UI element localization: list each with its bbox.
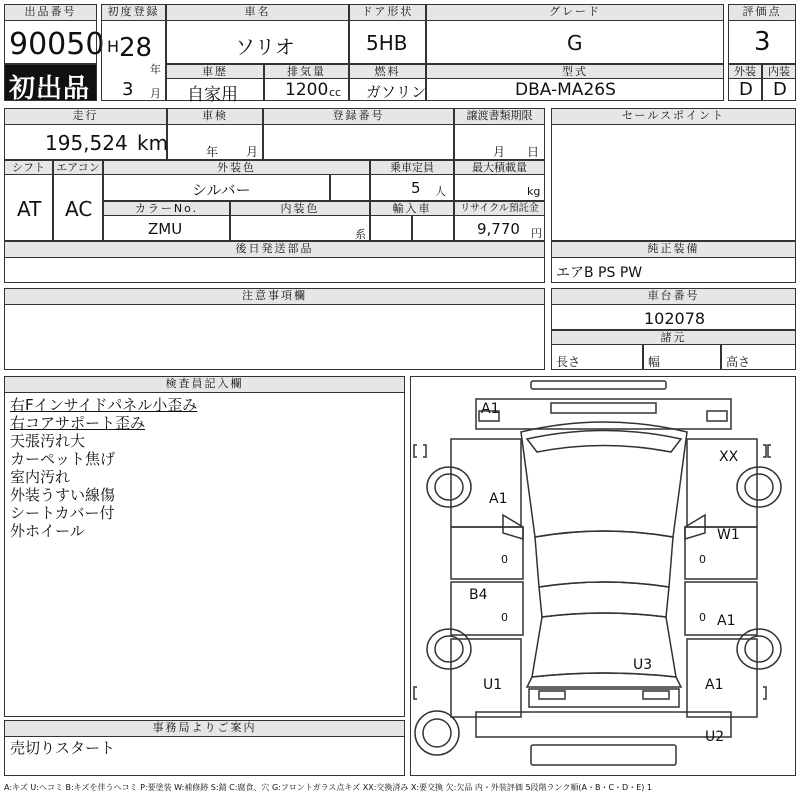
ext-color-extra-cell (330, 174, 370, 201)
kg-unit: kg (527, 185, 541, 198)
displacement-cell (264, 78, 349, 101)
inspector-note: 外装うすい線傷 (10, 486, 116, 504)
aircon: AC (65, 197, 93, 221)
mark-zero: 0 (699, 553, 706, 566)
era: H (107, 37, 120, 56)
interior-header: 内装 (762, 64, 796, 79)
inspector-note: 右コアサポート歪み (10, 414, 146, 432)
color-code: ZMU (148, 220, 183, 238)
model-code: DBA-MA26S (515, 80, 616, 100)
grade-cell (426, 20, 724, 64)
transfer-cell (454, 124, 545, 160)
mark-u3: U3 (633, 657, 653, 673)
exterior-grade: D (739, 79, 753, 100)
int-color-header: 内装色 (230, 201, 370, 216)
aircon-header: エアコン (53, 160, 103, 175)
first-reg-cell (101, 20, 166, 101)
transfer-day-unit: 日 (527, 145, 540, 159)
inspector-header: 検査員記入欄 (4, 376, 405, 393)
score: 3 (754, 27, 771, 57)
mark-zero: 0 (501, 553, 508, 566)
score-header: 評価点 (728, 4, 796, 21)
caution-cell (4, 304, 545, 370)
shift-header: シフト (4, 160, 53, 175)
length-label: 長さ (556, 355, 581, 369)
shift: AT (17, 197, 42, 221)
cc-unit: cc (329, 86, 342, 99)
displacement: 1200 (285, 80, 329, 100)
chassis-header: 車台番号 (551, 288, 796, 305)
fuel-cell (349, 78, 426, 101)
ext-color-cell (103, 174, 330, 201)
mark-u1: U1 (483, 677, 503, 693)
inspector-note: 室内汚れ (10, 468, 71, 486)
fuel-header: 燃料 (349, 64, 426, 79)
inspector-note: 外ホイール (10, 522, 85, 540)
mark-a1-right-rear: A1 (717, 613, 736, 629)
specs-header: 諸元 (551, 330, 796, 345)
color-no-cell (103, 215, 230, 241)
car-name-cell (166, 20, 349, 64)
capacity: 5 (411, 179, 421, 197)
height-label: 高さ (726, 355, 751, 369)
year-unit: 年 (150, 63, 161, 76)
equipment: エアB PS PW (556, 265, 643, 281)
reg-year: 28 (119, 33, 153, 63)
transfer-month-unit: 月 (493, 145, 506, 159)
capacity-header: 乗車定員 (370, 160, 454, 175)
mark-zero: 0 (699, 611, 706, 624)
km-unit: km (137, 131, 169, 155)
exterior-color: シルバー (192, 181, 251, 199)
car-name-header: 車名 (166, 4, 349, 21)
transfer-header: 譲渡書類期限 (454, 108, 545, 125)
inspector-note: シートカバー付 (10, 504, 115, 522)
recycle-header: リサイクル預託金 (454, 201, 545, 216)
fuel: ガソリン (366, 83, 427, 101)
door-header: ドア形状 (349, 4, 426, 21)
later-parts-header: 後日発送部品 (4, 241, 545, 258)
recycle-fee: 9,770 (477, 220, 520, 238)
chassis-cell (551, 304, 796, 330)
persons-unit: 人 (435, 185, 446, 198)
import-header: 輸入車 (370, 201, 454, 216)
mark-b4: B4 (469, 587, 488, 603)
exterior-grade-cell (728, 78, 762, 101)
month-unit: 月 (150, 87, 161, 100)
inspector-note: 天張汚れ大 (10, 432, 86, 450)
recycle-cell (454, 215, 545, 241)
import-cell-a (370, 215, 412, 241)
shift-cell (4, 174, 53, 241)
kei-unit: 系 (355, 228, 366, 241)
mark-w1: W1 (717, 527, 740, 543)
color-no-header: カラーNo. (103, 201, 230, 216)
genuine-header: 純正装備 (551, 241, 796, 258)
model-header: 型式 (426, 64, 724, 79)
reg-no-cell (263, 124, 454, 160)
first-time-label: 初出品 (9, 74, 91, 104)
spec-length-cell (551, 344, 643, 370)
max-load-cell (454, 174, 545, 201)
mark-a1-top: A1 (481, 401, 500, 417)
damage-diagram (410, 376, 796, 776)
exterior-header: 外装 (728, 64, 762, 79)
capacity-cell (370, 174, 454, 201)
office-cell (4, 736, 405, 776)
spec-width-cell (643, 344, 721, 370)
reg-month: 3 (122, 79, 134, 100)
inspector-note: カーペット焦げ (10, 450, 116, 468)
lot-number: 90050 (9, 27, 105, 62)
import-cell-b (412, 215, 454, 241)
width-label: 幅 (648, 355, 661, 369)
inspector-note: 右Fインサイドパネル小歪み (10, 396, 198, 414)
office-header: 事務局よりご案内 (4, 720, 405, 737)
first-time-badge (4, 64, 97, 104)
history: 自家用 (187, 85, 238, 105)
mileage-header: 走行 (4, 108, 167, 125)
int-color-cell (230, 215, 370, 241)
car-outline-drawing (411, 377, 797, 777)
ext-color-header: 外装色 (103, 160, 370, 175)
genuine-cell (551, 257, 796, 283)
inspector-cell (4, 392, 405, 717)
aircon-cell (53, 174, 103, 241)
chassis-number: 102078 (644, 309, 706, 328)
max-load-header: 最大積載量 (454, 160, 545, 175)
mileage: 195,524 (45, 131, 128, 155)
first-reg-header: 初度登録 (101, 4, 166, 21)
later-parts-cell (4, 257, 545, 283)
spec-height-cell (721, 344, 796, 370)
grade: G (567, 31, 583, 55)
history-cell (166, 78, 264, 105)
mark-a1-bottom-right: A1 (705, 677, 724, 693)
door-type: 5HB (366, 31, 408, 55)
model-cell (426, 78, 724, 101)
displacement-header: 排気量 (264, 64, 349, 79)
mileage-cell (4, 124, 167, 160)
inspection-header: 車検 (167, 108, 263, 125)
reg-no-header: 登録番号 (263, 108, 454, 125)
mark-zero: 0 (501, 611, 508, 624)
grade-header: グレード (426, 4, 724, 21)
caution-header: 注意事項欄 (4, 288, 545, 305)
legend: A:キズ U:ヘコミ B:キズを伴うヘコミ P:要塗装 W:補修跡 S:錆 C:腐食、穴 G:フロントガラス点キズ XX:交換済み X:要交換 欠:欠品 内・外装評価 5段階ランク順(A・B・C・D・E) 1 (4, 783, 653, 792)
inspection-month-unit: 月 (246, 145, 259, 159)
door-cell (349, 20, 426, 64)
lot-no-cell (4, 20, 105, 64)
score-cell (728, 20, 796, 64)
interior-grade-cell (762, 78, 796, 101)
sales-point-cell (551, 124, 796, 241)
interior-grade: D (773, 79, 787, 100)
mark-a1-hood: A1 (489, 491, 508, 507)
mark-xx: XX (719, 449, 739, 465)
inspection-year-unit: 年 (206, 145, 219, 159)
history-header: 車歴 (166, 64, 264, 79)
office-note: 売切りスタート (10, 739, 116, 757)
car-name: ソリオ (235, 35, 295, 59)
yen-unit: 円 (531, 227, 542, 240)
inspection-cell (167, 124, 263, 160)
sales-point-header: セールスポイント (551, 108, 796, 125)
mark-u2: U2 (705, 729, 725, 745)
lot-no-header: 出品番号 (4, 4, 97, 21)
